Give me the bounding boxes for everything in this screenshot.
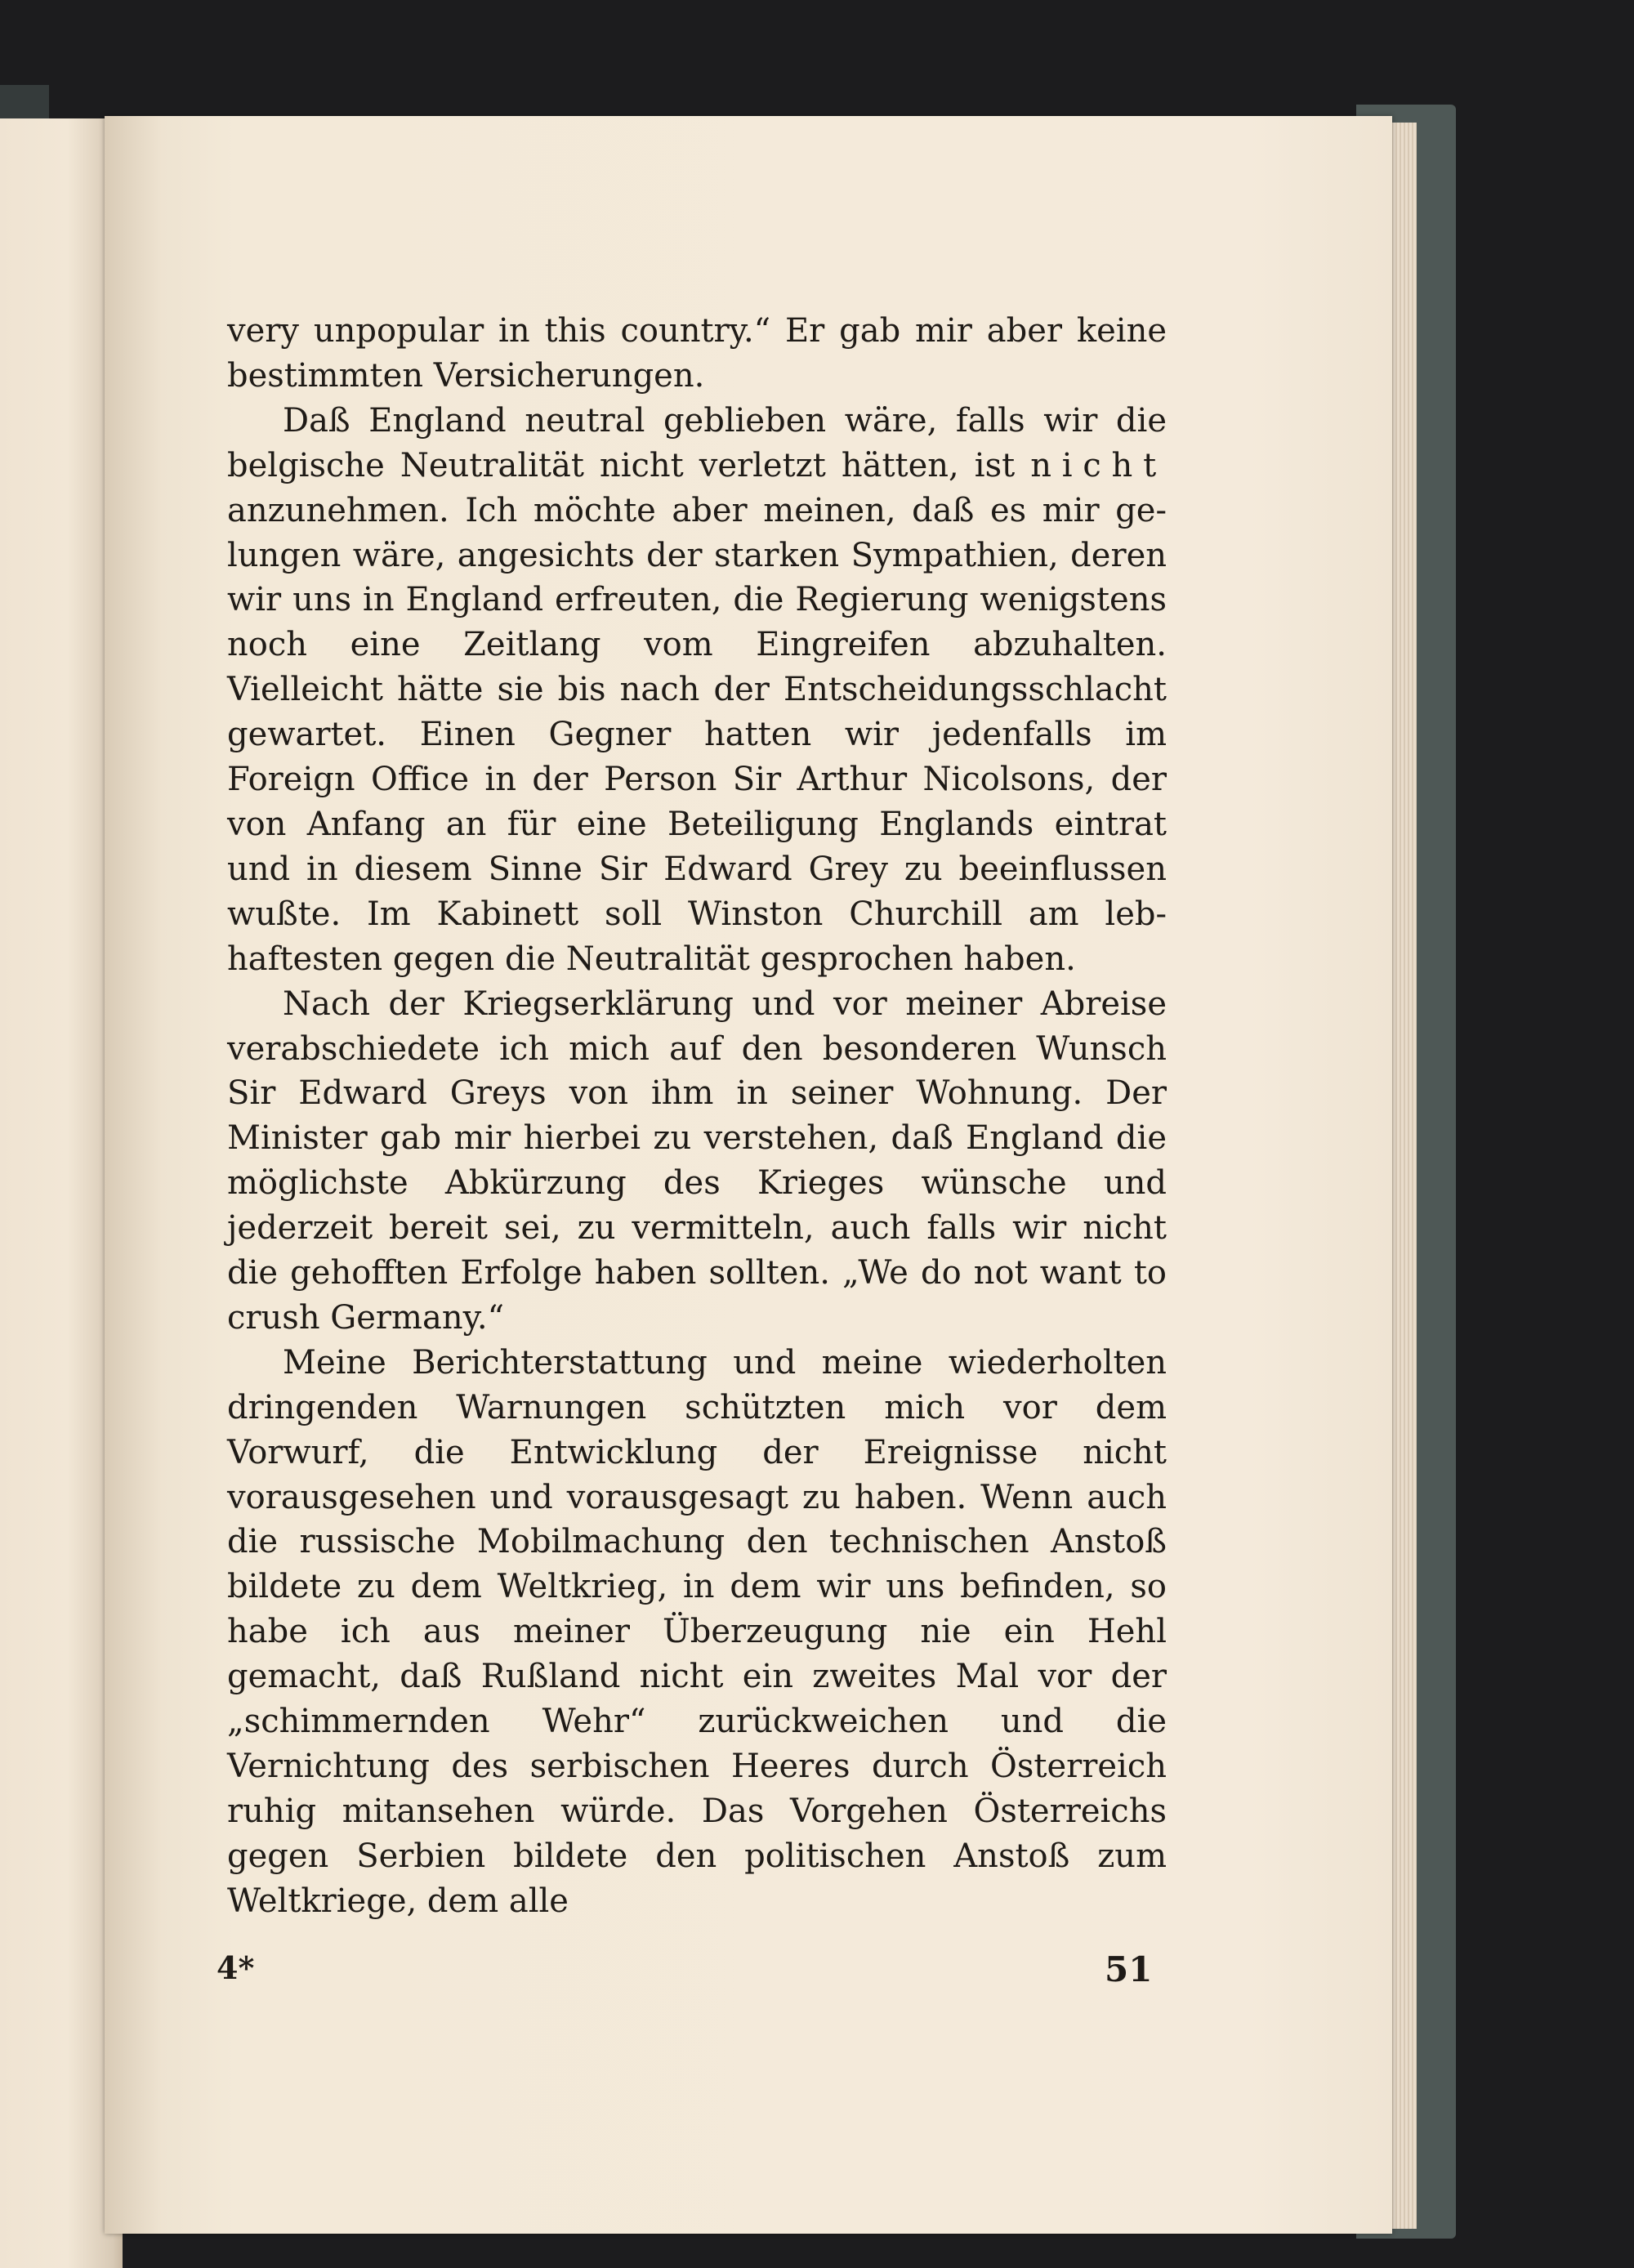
paragraph-1: very unpopular in this country.“ Er gab mir aber keine bestimmten Versicherungen. — [227, 312, 1167, 395]
page-body-text — [227, 309, 1167, 1924]
printer-signature-mark: 4* — [217, 1949, 255, 1986]
paragraph-2 — [227, 399, 1167, 982]
paragraph-4: Meine Berichterstattung und meine wiederholten dringenden Warnungen schützten mich vor dem Vorwurf, die Entwicklung der Ereignisse nicht vorausgesehen und vorausgesagt zu haben. Wenn auch die russische Mobilmachung den technischen Anstoß bildete zu dem Weltkrieg, in dem wir uns befinden, so habe ich aus meiner Überzeugung nie ein Hehl gemacht, daß Rußland nicht ein zweites Mal vor der „schimmernden Wehr“ zurückweichen und die Vernichtung des serbischen Heeres durch Österreich ruhig mitansehen würde. Das Vorgehen Österreichs gegen Serbien bildete den politischen Anstoß zum Weltkriege, dem alle — [227, 1343, 1167, 1920]
emphasis-nicht: nicht — [1030, 446, 1167, 484]
page-number: 51 — [1105, 1949, 1153, 1989]
paragraph-3: Nach der Kriegserklärung und vor meiner Abreise verabschiedete ich mich auf den besonderen Wunsch Sir Edward Greys von ihm in seiner Wohnung. Der Minister gab mir hierbei zu verstehen, daß England die möglichste Abkürzung des Krieges wünsche und jederzeit bereit sei, zu vermitteln, auch falls wir nicht die gehofften Erfolge haben sollten. „We do not want to crush Germany.“ — [227, 984, 1167, 1337]
paragraph-2-before: Daß England neutral geblieben wäre, falls wir die belgische Neutralität nicht verletzt hätten, ist — [227, 401, 1167, 484]
paragraph-2-after: anzunehmen. Ich möchte aber meinen, daß es mir gelungen wäre, angesichts der starken Sympathien, deren wir uns in England erfreuten, die Regierung wenigstens noch eine Zeitlang vom Eingreifen abzuhalten. Vielleicht hätte sie bis nach der Entscheidungsschlacht gewartet. Einen Gegner hatten wir jedenfalls im Foreign Office in der Person Sir Arthur Nicolsons, der von Anfang an für eine Beteiligung Englands eintrat und in diesem Sinne Sir Edward Grey zu beeinflussen wußte. Im Kabinett soll Winston Churchill am lebhaftesten gegen die Neutralität gesprochen haben. — [227, 491, 1167, 978]
